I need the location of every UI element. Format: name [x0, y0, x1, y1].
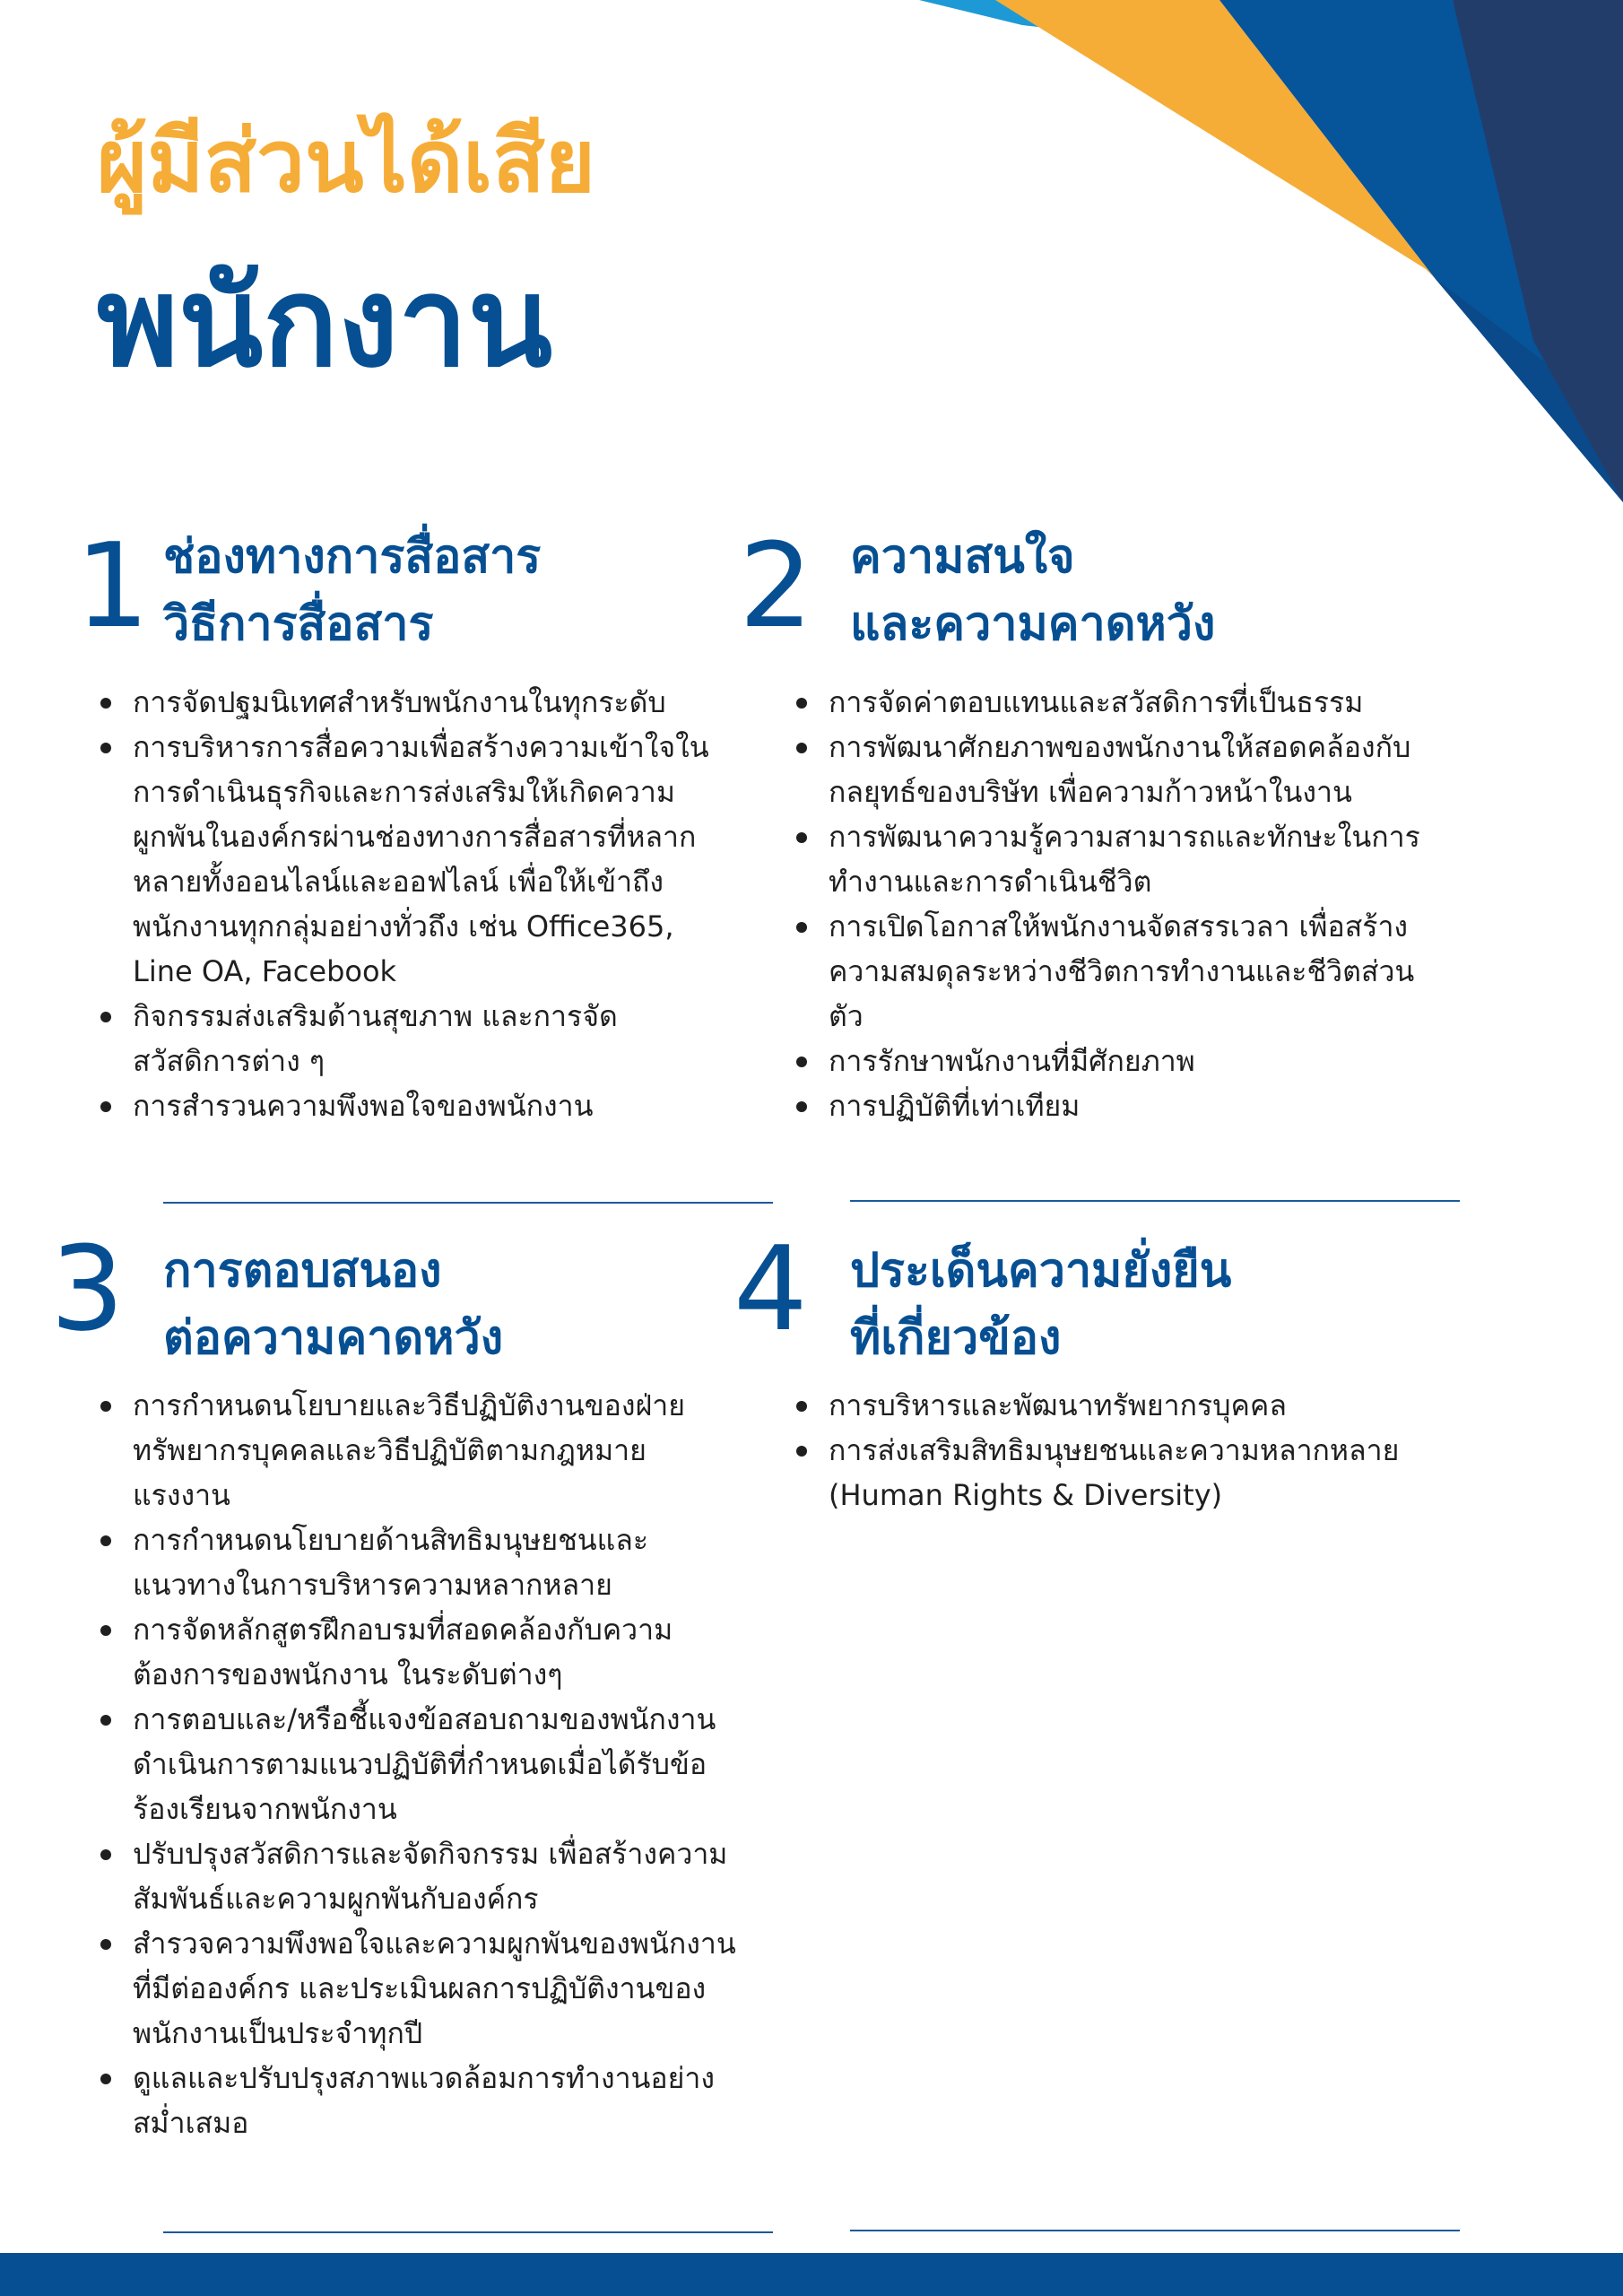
list-item: ดูแลและปรับปรุงสภาพแวดล้อมการทำงานอย่างสม่ำเสมอ: [97, 2056, 742, 2145]
list-item: การสำรวนความพึงพอใจของพนักงาน: [97, 1083, 733, 1128]
section-heading: [163, 524, 541, 658]
section-divider: [163, 1202, 773, 1204]
section-heading-line2: ต่อความคาดหวัง: [163, 1311, 504, 1365]
list-item: การพัฒนาความรู้ความสามารถและทักษะในการทำงานและการดำเนินชีวิต: [793, 814, 1420, 904]
section-number: 2: [739, 517, 813, 654]
section-divider: [163, 2231, 773, 2233]
list-item: การจัดหลักสูตรฝึกอบรมที่สอดคล้องกับความต้องการของพนักงาน ในระดับต่างๆ: [97, 1607, 742, 1697]
section-list: [97, 1383, 742, 2145]
section-heading: [850, 524, 1215, 658]
list-item: การบริหารและพัฒนาทรัพยากรบุคคล: [793, 1383, 1420, 1428]
section-divider: [850, 1200, 1460, 1202]
list-item: กิจกรรมส่งเสริมด้านสุขภาพ และการจัดสวัสดิการต่าง ๆ: [97, 994, 733, 1083]
list-item: การจัดปฐมนิเทศสำหรับพนักงานในทุกระดับ: [97, 680, 733, 725]
list-item: การปฏิบัติที่เท่าเทียม: [793, 1083, 1420, 1128]
section-list: [97, 680, 733, 1128]
list-item: การเปิดโอกาสให้พนักงานจัดสรรเวลา เพื่อสร้างความสมดุลระหว่างชีวิตการทำงานและชีวิตส่วนตัว: [793, 904, 1420, 1039]
list-item: การจัดค่าตอบแทนและสวัสดิการที่เป็นธรรม: [793, 680, 1420, 725]
section-number: 1: [75, 517, 150, 654]
section-heading-line2: และความคาดหวัง: [850, 597, 1216, 651]
footer-bar: [0, 2253, 1623, 2296]
section-number: 4: [733, 1221, 808, 1357]
list-item: การพัฒนาศักยภาพของพนักงานให้สอดคล้องกับกลยุทธ์ของบริษัท เพื่อความก้าวหน้าในงาน: [793, 725, 1420, 814]
list-item: การบริหารการสื่อความเพื่อสร้างความเข้าใจในการดำเนินธุรกิจและการส่งเสริมให้เกิดความผูกพันในองค์กรผ่านช่องทางการสื่อสารที่หลากหลายทั้งออนไลน์และออฟไลน์ เพื่อให้เข้าถึงพนักงานทุกกลุ่มอย่างทั่วถึง เช่น Office365, Line OA, Facebook: [97, 725, 733, 994]
section-heading: [163, 1238, 503, 1372]
section-heading: [850, 1238, 1231, 1372]
section-divider: [850, 2230, 1460, 2231]
list-item: การส่งเสริมสิทธิมนุษยชนและความหลากหลาย (Human Rights & Diversity): [793, 1428, 1420, 1518]
section-heading-line1: ประเด็นความยั่งยืน: [850, 1244, 1232, 1298]
section-heading-line2: ที่เกี่ยวข้อง: [850, 1311, 1062, 1365]
section-heading-line1: การตอบสนอง: [163, 1244, 442, 1298]
page-title: พนักงาน: [97, 250, 553, 395]
list-item: การตอบและ/หรือชี้แจงข้อสอบถามของพนักงานดำเนินการตามแนวปฏิบัติที่กำหนดเมื่อได้รับข้อร้องเรียนจากพนักงาน: [97, 1697, 742, 1831]
section-list: [793, 1383, 1420, 1518]
section-heading-line2: วิธีการสื่อสาร: [163, 597, 434, 651]
section-heading-line1: ช่องทางการสื่อสาร: [163, 530, 542, 584]
list-item: ปรับปรุงสวัสดิการและจัดกิจกรรม เพื่อสร้างความสัมพันธ์และความผูกพันกับองค์กร: [97, 1831, 742, 1921]
page-subtitle: ผู้มีส่วนได้เสีย: [97, 111, 595, 212]
section-heading-line1: ความสนใจ: [850, 530, 1075, 584]
list-item: สำรวจความพึงพอใจและความผูกพันของพนักงานที่มีต่อองค์กร และประเมินผลการปฏิบัติงานของพนักงานเป็นประจำทุกปี: [97, 1921, 742, 2056]
section-list: [793, 680, 1420, 1128]
section-number: 3: [50, 1221, 125, 1357]
list-item: การกำหนดนโยบายด้านสิทธิมนุษยชนและแนวทางในการบริหารความหลากหลาย: [97, 1518, 742, 1607]
list-item: การรักษาพนักงานที่มีศักยภาพ: [793, 1039, 1420, 1083]
list-item: การกำหนดนโยบายและวิธีปฏิบัติงานของฝ่ายทรัพยากรบุคคลและวิธีปฏิบัติตามกฎหมายแรงงาน: [97, 1383, 742, 1518]
